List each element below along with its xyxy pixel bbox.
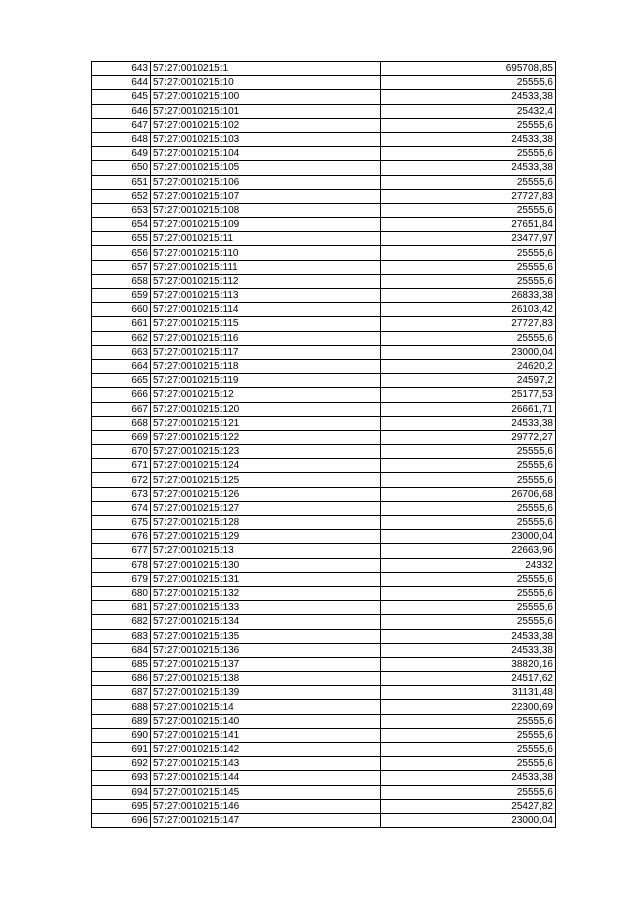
cadastral-number-cell: 57:27:0010215:139 bbox=[151, 686, 381, 700]
cadastral-number-cell: 57:27:0010215:110 bbox=[151, 246, 381, 260]
table-row bbox=[92, 246, 556, 260]
cadastral-number-cell: 57:27:0010215:117 bbox=[151, 345, 381, 359]
value-cell: 25427,82 bbox=[381, 799, 556, 813]
value-cell: 26706,68 bbox=[381, 487, 556, 501]
table-row bbox=[92, 303, 556, 317]
value-cell: 24533,38 bbox=[381, 771, 556, 785]
row-number-cell: 664 bbox=[92, 359, 151, 373]
row-number-cell: 662 bbox=[92, 331, 151, 345]
table-row bbox=[92, 317, 556, 331]
value-cell: 25555,6 bbox=[381, 728, 556, 742]
row-number-cell: 683 bbox=[92, 629, 151, 643]
cadastral-number-cell: 57:27:0010215:119 bbox=[151, 374, 381, 388]
cadastral-number-cell: 57:27:0010215:134 bbox=[151, 615, 381, 629]
row-number-cell: 690 bbox=[92, 728, 151, 742]
cadastral-number-cell: 57:27:0010215:104 bbox=[151, 147, 381, 161]
value-cell: 24533,38 bbox=[381, 161, 556, 175]
value-cell: 25555,6 bbox=[381, 274, 556, 288]
row-number-cell: 688 bbox=[92, 700, 151, 714]
row-number-cell: 692 bbox=[92, 757, 151, 771]
cadastral-number-cell: 57:27:0010215:14 bbox=[151, 700, 381, 714]
cadastral-number-cell: 57:27:0010215:115 bbox=[151, 317, 381, 331]
row-number-cell: 674 bbox=[92, 501, 151, 515]
value-cell: 24332 bbox=[381, 558, 556, 572]
value-cell: 24533,38 bbox=[381, 132, 556, 146]
cadastral-number-cell: 57:27:0010215:143 bbox=[151, 757, 381, 771]
table-row bbox=[92, 76, 556, 90]
table-row bbox=[92, 161, 556, 175]
cadastral-number-cell: 57:27:0010215:133 bbox=[151, 601, 381, 615]
table-row bbox=[92, 516, 556, 530]
row-number-cell: 657 bbox=[92, 260, 151, 274]
row-number-cell: 665 bbox=[92, 374, 151, 388]
row-number-cell: 643 bbox=[92, 62, 151, 76]
value-cell: 23477,97 bbox=[381, 232, 556, 246]
table-row bbox=[92, 799, 556, 813]
value-cell: 27727,83 bbox=[381, 317, 556, 331]
value-cell: 25555,6 bbox=[381, 331, 556, 345]
value-cell: 25555,6 bbox=[381, 516, 556, 530]
row-number-cell: 663 bbox=[92, 345, 151, 359]
value-cell: 27727,83 bbox=[381, 189, 556, 203]
value-cell: 695708,85 bbox=[381, 62, 556, 76]
table-row bbox=[92, 586, 556, 600]
table-body bbox=[92, 62, 556, 828]
value-cell: 25555,6 bbox=[381, 76, 556, 90]
cadastral-number-cell: 57:27:0010215:120 bbox=[151, 402, 381, 416]
table-row bbox=[92, 260, 556, 274]
table-row bbox=[92, 785, 556, 799]
cadastral-number-cell: 57:27:0010215:100 bbox=[151, 90, 381, 104]
row-number-cell: 658 bbox=[92, 274, 151, 288]
cadastral-number-cell: 57:27:0010215:147 bbox=[151, 813, 381, 827]
row-number-cell: 667 bbox=[92, 402, 151, 416]
row-number-cell: 671 bbox=[92, 459, 151, 473]
value-cell: 25555,6 bbox=[381, 260, 556, 274]
value-cell: 24533,38 bbox=[381, 643, 556, 657]
table-row bbox=[92, 232, 556, 246]
row-number-cell: 685 bbox=[92, 657, 151, 671]
row-number-cell: 655 bbox=[92, 232, 151, 246]
table-row bbox=[92, 118, 556, 132]
cadastral-number-cell: 57:27:0010215:124 bbox=[151, 459, 381, 473]
row-number-cell: 644 bbox=[92, 76, 151, 90]
row-number-cell: 695 bbox=[92, 799, 151, 813]
table-row bbox=[92, 430, 556, 444]
cadastral-number-cell: 57:27:0010215:113 bbox=[151, 289, 381, 303]
value-cell: 25555,6 bbox=[381, 615, 556, 629]
row-number-cell: 678 bbox=[92, 558, 151, 572]
table-row bbox=[92, 629, 556, 643]
table-row bbox=[92, 359, 556, 373]
cadastral-number-cell: 57:27:0010215:130 bbox=[151, 558, 381, 572]
table-row bbox=[92, 530, 556, 544]
row-number-cell: 689 bbox=[92, 714, 151, 728]
value-cell: 24517,62 bbox=[381, 672, 556, 686]
value-cell: 25555,6 bbox=[381, 175, 556, 189]
table-row bbox=[92, 714, 556, 728]
row-number-cell: 652 bbox=[92, 189, 151, 203]
value-cell: 25432,4 bbox=[381, 104, 556, 118]
table-row bbox=[92, 643, 556, 657]
cadastral-number-cell: 57:27:0010215:114 bbox=[151, 303, 381, 317]
cadastral-number-cell: 57:27:0010215:126 bbox=[151, 487, 381, 501]
table-row bbox=[92, 189, 556, 203]
table-row bbox=[92, 672, 556, 686]
row-number-cell: 684 bbox=[92, 643, 151, 657]
cadastral-number-cell: 57:27:0010215:137 bbox=[151, 657, 381, 671]
value-cell: 22663,96 bbox=[381, 544, 556, 558]
row-number-cell: 672 bbox=[92, 473, 151, 487]
value-cell: 25177,53 bbox=[381, 388, 556, 402]
value-cell: 31131,48 bbox=[381, 686, 556, 700]
table-row bbox=[92, 90, 556, 104]
table-row bbox=[92, 813, 556, 827]
table-row bbox=[92, 345, 556, 359]
value-cell: 25555,6 bbox=[381, 601, 556, 615]
row-number-cell: 650 bbox=[92, 161, 151, 175]
row-number-cell: 661 bbox=[92, 317, 151, 331]
value-cell: 23000,04 bbox=[381, 345, 556, 359]
table-row bbox=[92, 728, 556, 742]
cadastral-number-cell: 57:27:0010215:121 bbox=[151, 416, 381, 430]
cadastral-number-cell: 57:27:0010215:129 bbox=[151, 530, 381, 544]
cadastral-number-cell: 57:27:0010215:136 bbox=[151, 643, 381, 657]
cadastral-number-cell: 57:27:0010215:140 bbox=[151, 714, 381, 728]
value-cell: 25555,6 bbox=[381, 572, 556, 586]
table-row bbox=[92, 289, 556, 303]
value-cell: 24620,2 bbox=[381, 359, 556, 373]
row-number-cell: 682 bbox=[92, 615, 151, 629]
value-cell: 25555,6 bbox=[381, 501, 556, 515]
row-number-cell: 687 bbox=[92, 686, 151, 700]
value-cell: 25555,6 bbox=[381, 473, 556, 487]
row-number-cell: 668 bbox=[92, 416, 151, 430]
cadastral-number-cell: 57:27:0010215:142 bbox=[151, 743, 381, 757]
value-cell: 29772,27 bbox=[381, 430, 556, 444]
value-cell: 26661,71 bbox=[381, 402, 556, 416]
table-row bbox=[92, 601, 556, 615]
row-number-cell: 670 bbox=[92, 445, 151, 459]
row-number-cell: 656 bbox=[92, 246, 151, 260]
row-number-cell: 676 bbox=[92, 530, 151, 544]
cadastral-number-cell: 57:27:0010215:128 bbox=[151, 516, 381, 530]
value-cell: 25555,6 bbox=[381, 445, 556, 459]
table-row bbox=[92, 218, 556, 232]
cadastral-number-cell: 57:27:0010215:10 bbox=[151, 76, 381, 90]
table-row bbox=[92, 771, 556, 785]
table-row bbox=[92, 331, 556, 345]
cadastral-number-cell: 57:27:0010215:12 bbox=[151, 388, 381, 402]
table-row bbox=[92, 147, 556, 161]
value-cell: 25555,6 bbox=[381, 586, 556, 600]
table-row bbox=[92, 686, 556, 700]
cadastral-number-cell: 57:27:0010215:135 bbox=[151, 629, 381, 643]
table-row bbox=[92, 445, 556, 459]
value-cell: 25555,6 bbox=[381, 459, 556, 473]
value-cell: 23000,04 bbox=[381, 813, 556, 827]
row-number-cell: 666 bbox=[92, 388, 151, 402]
value-cell: 24533,38 bbox=[381, 629, 556, 643]
cadastral-number-cell: 57:27:0010215:108 bbox=[151, 203, 381, 217]
row-number-cell: 653 bbox=[92, 203, 151, 217]
value-cell: 25555,6 bbox=[381, 203, 556, 217]
row-number-cell: 679 bbox=[92, 572, 151, 586]
table-row bbox=[92, 757, 556, 771]
table-row bbox=[92, 544, 556, 558]
row-number-cell: 673 bbox=[92, 487, 151, 501]
value-cell: 25555,6 bbox=[381, 785, 556, 799]
row-number-cell: 647 bbox=[92, 118, 151, 132]
value-cell: 38820,16 bbox=[381, 657, 556, 671]
table-row bbox=[92, 558, 556, 572]
row-number-cell: 660 bbox=[92, 303, 151, 317]
table-row bbox=[92, 203, 556, 217]
table-row bbox=[92, 388, 556, 402]
table-row bbox=[92, 473, 556, 487]
cadastral-number-cell: 57:27:0010215:146 bbox=[151, 799, 381, 813]
table-row bbox=[92, 615, 556, 629]
row-number-cell: 691 bbox=[92, 743, 151, 757]
value-cell: 25555,6 bbox=[381, 147, 556, 161]
value-cell: 24533,38 bbox=[381, 416, 556, 430]
value-cell: 25555,6 bbox=[381, 757, 556, 771]
cadastral-number-cell: 57:27:0010215:11 bbox=[151, 232, 381, 246]
cadastral-number-cell: 57:27:0010215:116 bbox=[151, 331, 381, 345]
table-row bbox=[92, 487, 556, 501]
cadastral-number-cell: 57:27:0010215:112 bbox=[151, 274, 381, 288]
cadastral-number-cell: 57:27:0010215:101 bbox=[151, 104, 381, 118]
cadastral-number-cell: 57:27:0010215:132 bbox=[151, 586, 381, 600]
value-cell: 25555,6 bbox=[381, 743, 556, 757]
value-cell: 26833,38 bbox=[381, 289, 556, 303]
table-row bbox=[92, 274, 556, 288]
table-row bbox=[92, 62, 556, 76]
table-row bbox=[92, 132, 556, 146]
cadastral-number-cell: 57:27:0010215:141 bbox=[151, 728, 381, 742]
cadastral-number-cell: 57:27:0010215:111 bbox=[151, 260, 381, 274]
cadastral-number-cell: 57:27:0010215:131 bbox=[151, 572, 381, 586]
cadastral-number-cell: 57:27:0010215:118 bbox=[151, 359, 381, 373]
value-cell: 26103,42 bbox=[381, 303, 556, 317]
row-number-cell: 696 bbox=[92, 813, 151, 827]
table-row bbox=[92, 416, 556, 430]
cadastral-number-cell: 57:27:0010215:1 bbox=[151, 62, 381, 76]
row-number-cell: 677 bbox=[92, 544, 151, 558]
cadastral-number-cell: 57:27:0010215:122 bbox=[151, 430, 381, 444]
data-table bbox=[91, 61, 556, 828]
value-cell: 27651,84 bbox=[381, 218, 556, 232]
value-cell: 25555,6 bbox=[381, 714, 556, 728]
row-number-cell: 651 bbox=[92, 175, 151, 189]
cadastral-number-cell: 57:27:0010215:102 bbox=[151, 118, 381, 132]
row-number-cell: 654 bbox=[92, 218, 151, 232]
value-cell: 25555,6 bbox=[381, 118, 556, 132]
table-row bbox=[92, 743, 556, 757]
row-number-cell: 648 bbox=[92, 132, 151, 146]
cadastral-number-cell: 57:27:0010215:105 bbox=[151, 161, 381, 175]
cadastral-number-cell: 57:27:0010215:107 bbox=[151, 189, 381, 203]
cadastral-number-cell: 57:27:0010215:138 bbox=[151, 672, 381, 686]
table-row bbox=[92, 175, 556, 189]
table-row bbox=[92, 572, 556, 586]
cadastral-number-cell: 57:27:0010215:109 bbox=[151, 218, 381, 232]
cadastral-number-cell: 57:27:0010215:106 bbox=[151, 175, 381, 189]
row-number-cell: 659 bbox=[92, 289, 151, 303]
value-cell: 22300,69 bbox=[381, 700, 556, 714]
cadastral-number-cell: 57:27:0010215:145 bbox=[151, 785, 381, 799]
cadastral-number-cell: 57:27:0010215:123 bbox=[151, 445, 381, 459]
value-cell: 24597,2 bbox=[381, 374, 556, 388]
cadastral-number-cell: 57:27:0010215:125 bbox=[151, 473, 381, 487]
value-cell: 23000,04 bbox=[381, 530, 556, 544]
table-row bbox=[92, 374, 556, 388]
row-number-cell: 645 bbox=[92, 90, 151, 104]
table-row bbox=[92, 104, 556, 118]
row-number-cell: 694 bbox=[92, 785, 151, 799]
table-row bbox=[92, 657, 556, 671]
row-number-cell: 649 bbox=[92, 147, 151, 161]
row-number-cell: 675 bbox=[92, 516, 151, 530]
value-cell: 25555,6 bbox=[381, 246, 556, 260]
table-row bbox=[92, 459, 556, 473]
value-cell: 24533,38 bbox=[381, 90, 556, 104]
table-row bbox=[92, 402, 556, 416]
table-row bbox=[92, 700, 556, 714]
row-number-cell: 686 bbox=[92, 672, 151, 686]
row-number-cell: 681 bbox=[92, 601, 151, 615]
row-number-cell: 693 bbox=[92, 771, 151, 785]
cadastral-number-cell: 57:27:0010215:103 bbox=[151, 132, 381, 146]
table-row bbox=[92, 501, 556, 515]
cadastral-number-cell: 57:27:0010215:13 bbox=[151, 544, 381, 558]
cadastral-number-cell: 57:27:0010215:144 bbox=[151, 771, 381, 785]
row-number-cell: 646 bbox=[92, 104, 151, 118]
row-number-cell: 680 bbox=[92, 586, 151, 600]
cadastral-number-cell: 57:27:0010215:127 bbox=[151, 501, 381, 515]
row-number-cell: 669 bbox=[92, 430, 151, 444]
